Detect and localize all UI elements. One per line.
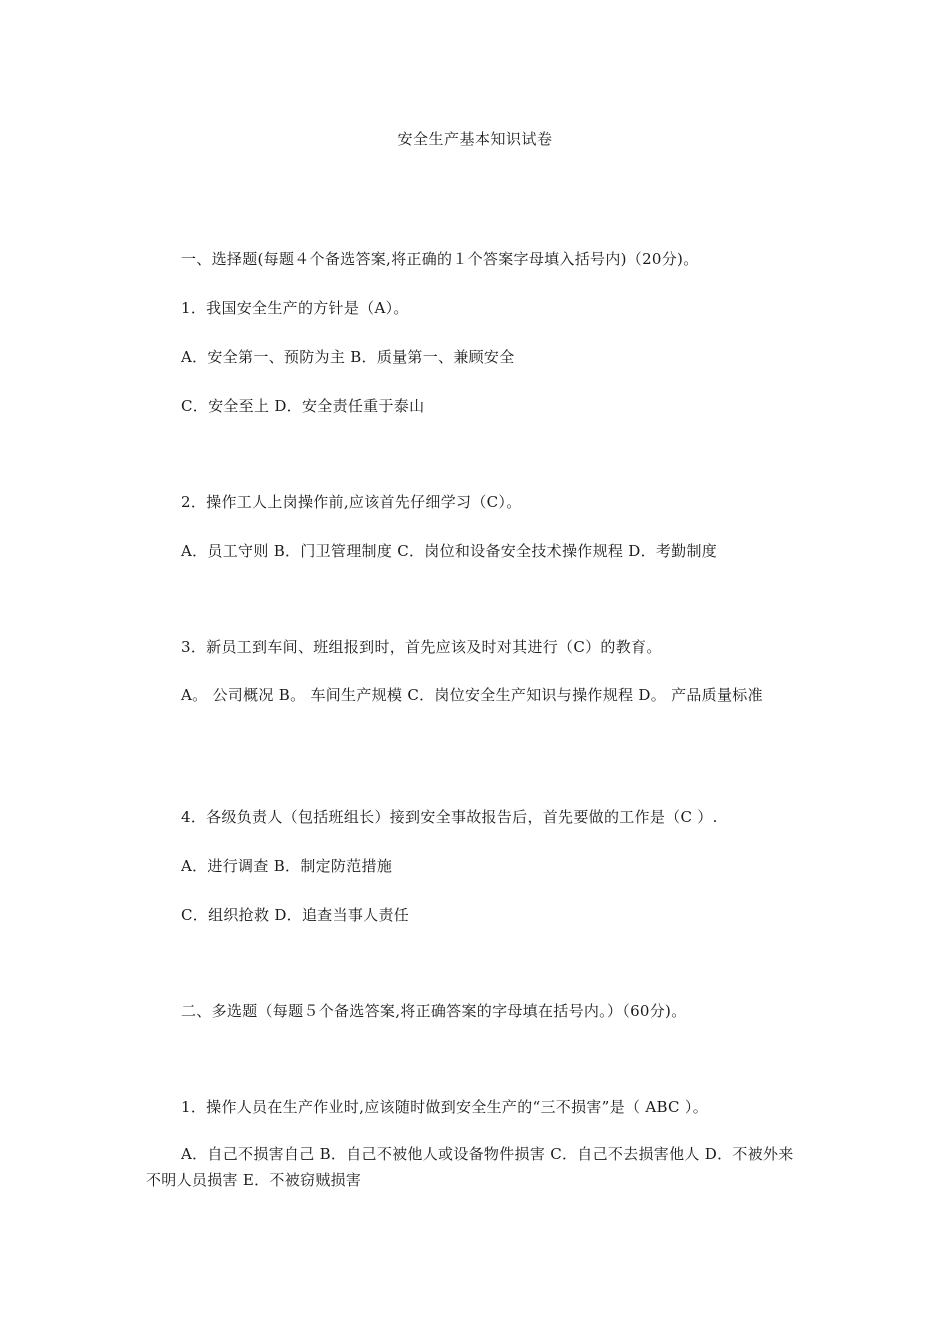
question-options: A．员工守则 B．门卫管理制度 C．岗位和设备安全技术操作规程 D．考勤制度 [181,542,718,560]
question-options: A．安全第一、预防为主 B．质量第一、兼顾安全 [181,348,515,366]
question-stem: 1．我国安全生产的方针是（A）。 [181,299,409,317]
question-options: C．组织抢救 D．追查当事人责任 [181,906,410,924]
question-options: A．自己不损害自己 B．自己不被他人或设备物件损害 C．自己不去损害他人 D．不被外来不明人员损害 E．不被窃贼损害 [146,1145,794,1189]
question-options: A．进行调查 B．制定防范措施 [181,857,393,875]
question-options: A。 公司概况 B。 车间生产规模 C．岗位安全生产知识与操作规程 D。 产品质量标准 [181,686,763,704]
document-title: 安全生产基本知识试卷 [397,130,553,148]
question-stem: 2．操作工人上岗操作前,应该首先仔细学习（C）。 [181,493,522,511]
question-options: C．安全至上 D．安全责任重于泰山 [181,397,425,415]
question-stem: 3．新员工到车间、班组报到时，首先应该及时对其进行（C）的教育。 [181,638,662,656]
section-heading-multiple-choice: 二、多选题（每题５个备选答案,将正确答案的字母填在括号内。）（60分)。 [181,1002,687,1020]
question-stem: 1．操作人员在生产作业时,应该随时做到安全生产的“三不损害”是（ ABC ）。 [181,1098,708,1116]
section-heading-single-choice: 一、选择题(每题４个备选答案,将正确的１个答案字母填入括号内)（20分)。 [181,250,699,268]
question-stem: 4．各级负责人（包括班组长）接到安全事故报告后，首先要做的工作是（C ）. [181,808,718,826]
